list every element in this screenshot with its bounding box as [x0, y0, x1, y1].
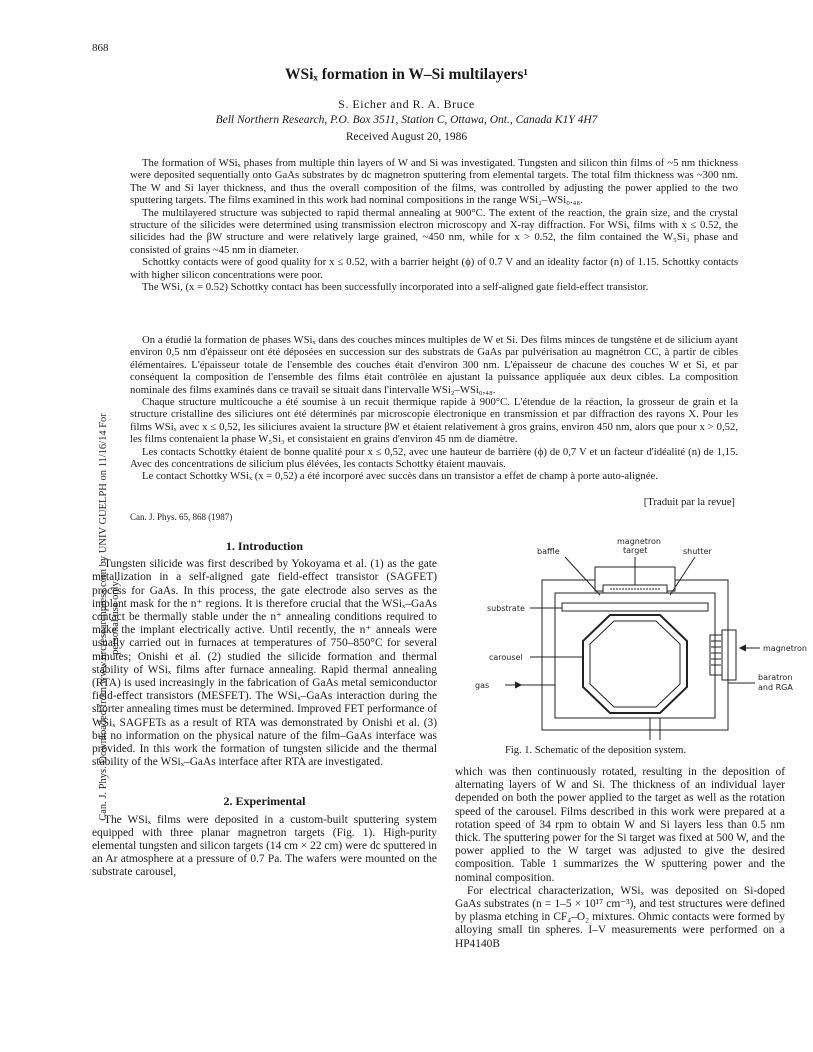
- authors: S. Eicher and R. A. Bruce: [338, 97, 475, 111]
- abstract-french: [130, 334, 738, 483]
- label-baratron-2: and RGA: [758, 683, 793, 692]
- received-date: Received August 20, 1986: [345, 131, 468, 143]
- carousel-octagon: [583, 615, 687, 713]
- label-magnetron-target-2: target: [623, 546, 648, 555]
- download-watermark: Can. J. Phys. Downloaded from www.nrcresearchpress.com by UNIV GUELPH on 11/16/14 For personal use only.: [98, 413, 121, 821]
- right-column-paragraph: For electrical characterization, WSiₓ was deposited on Si-doped GaAs substrates (n = 1–5 × 10¹⁷ cm⁻³), and test structures were defined by plasma etching in CF₄–O₂ mixtures. Ohmic contacts were formed by alloying small tin spheres. I–V measurements were performed on a HP4140B: [455, 884, 785, 950]
- label-magnetron-target-1: magnetron: [617, 537, 661, 546]
- label-carousel: carousel: [489, 653, 523, 662]
- right-column: [455, 766, 785, 951]
- right-column-paragraph: which was then continuously rotated, resulting in the deposition of alternating layers of W and Si. The thickness of an individual layer depended on both the power applied to the target as well as the rotation speed of the carousel. Films described in this work were prepared at a rotation speed of 34 rpm to obtain W and Si layers less than 0.5 nm thick. The sputtering power for the Si target was fixed at 500 W, and the power applied to the W target was adjusted to give the desired composition. Table 1 summarizes the W sputtering power and the nominal composition.: [455, 766, 785, 884]
- page-number: 868: [92, 42, 109, 54]
- figure-caption: Fig. 1. Schematic of the deposition system.: [505, 745, 687, 756]
- abstract-en-paragraph: The WSi, (x = 0.52) Schottky contact has been successfully incorporated into a self-aligned gate field-effect transistor.: [142, 281, 649, 294]
- label-substrate: substrate: [487, 604, 525, 613]
- introduction-paragraph: Tungsten silicide was first described by Yokoyama et al. (1) as the gate metallization in a self-aligned gate field-effect transistor (SAGFET) process for GaAs. In this process, the gate electrode also serves as the implant mask for the n⁺ regions. It is therefore crucial that the WSiₓ–GaAs contact be thermally stable under the n⁺ annealing conditions required to make the implant electrically active. Until recently, the n⁺ anneals were usually carried out in furnaces at temperatures of 750–850°C for several minutes; Onishi et al. (2) studied the silicide formation and thermal stability of WSiₓ films after furnace annealing. Rapid thermal annealing (RTA) is used increasingly in the fabrication of GaAs metal semiconductor field-effect transistors (MESFET). The WSiₓ–GaAs interaction during the shorter annealing times must be determined. Improved FET performance of WSiₓ SAGFETs as a result of RTA was demonstrated by Onishi et al. (3) but no information on the physical nature of the film–GaAs interface was provided. In this work the formation of tungsten silicide and the thermal stability of the WSiₓ–GaAs interface after RTA are investigated.: [92, 558, 437, 769]
- substrate-plate: [562, 603, 708, 611]
- abstract-en-paragraph: Schottky contacts were of good quality for x ≤ 0.52, with a barrier height (ϕ) of 0.7 V and an ideality factor (n) of 1.15. Schottky contacts with higher silicon concentrations were poor.: [130, 256, 738, 281]
- section-heading-introduction: 1. Introduction: [225, 539, 304, 553]
- label-baffle: baffle: [537, 547, 560, 556]
- abstract-en-paragraph: The multilayered structure was subjected to rapid thermal annealing at 900°C. The extent of the reaction, the grain size, and the crystal structure of the silicides were determined using transmission electron microscopy and X-ray diffraction. For WSiₓ films with x ≤ 0.52, the silicides had the βW structure and were relatively large grained, ~450 nm, while for x > 0.52, the film contained the W₅Si₃ phase and consisted of grains ~45 nm in diameter.: [130, 206, 738, 256]
- label-gas: gas: [475, 681, 490, 690]
- abstract-fr-paragraph: Le contact Schottky WSiₓ (x = 0,52) a été incorporé avec succès dans un transistor a effet de champ à porte auto-alignée.: [142, 470, 658, 483]
- paper-title: WSiₓ formation in W–Si multilayers¹: [284, 66, 529, 83]
- deposition-system-schematic: [455, 535, 807, 740]
- label-magnetron: magnetron: [763, 644, 807, 653]
- abstract-fr-paragraph: Chaque structure multicouche a été soumise à un recuit thermique rapide à 900°C. L'étendue de la réaction, la grosseur de grain et la structure cristalline des siliciures ont été déterminés par microscopie électronique en transmission et par diffraction des rayons X. Pour les films WSiₓ avec x ≤ 0,52, les siliciures avaient la structure βW et étaient relativement à gros grains, environ 450 nm, alors que pour x > 0,52, les films contenaient la phase W₅Si₃ et consistaient en grains d'environ 45 nm de diamètre.: [130, 396, 738, 446]
- section-heading-experimental: 2. Experimental: [223, 794, 306, 809]
- abstract-english: [130, 157, 738, 293]
- translator-note: [Traduit par la revue]: [643, 496, 735, 508]
- affiliation: Bell Northern Research, P.O. Box 3511, Station C, Ottawa, Ont., Canada K1Y 4H7: [215, 114, 598, 126]
- label-baratron-1: baratron: [758, 673, 793, 682]
- label-shutter: shutter: [683, 547, 712, 556]
- abstract-fr-paragraph: On a étudié la formation de phases WSiₓ dans des couches minces multiples de W et Si. Des films minces de tungstène et de silicium ayant environ 0,5 nm d'épaisseur ont été déposées en succession sur des substrats de GaAs par pulvérisation au magnétron CC, à partir de cibles élémentaires. L'épaisseur totale de l'ensemble des couches était d'environ 300 nm. L'épaisseur de chacune des couches W et Si, et par conséquent la composition de l'ensemble des films était contrôlée en ajustant la puissance appliquée aux deux cibles. La composition nominale des films examinés dans ce travail se situait dans l'intervalle WSi₂–WSi₀,₄₈.: [130, 334, 738, 396]
- abstract-fr-paragraph: Les contacts Schottky étaient de bonne qualité pour x ≤ 0,52, avec une hauteur de barrière (ϕ) de 0,7 V et un facteur d'idéalité (n) de 1,15. Avec des concentrations de silicium plus élévées, les contacts Schottky étaient mauvais.: [130, 445, 738, 471]
- abstract-en-paragraph: The formation of WSiₓ phases from multiple thin layers of W and Si was investigated. Tungsten and silicon thin films of ~5 nm thickness were deposited sequentially onto GaAs substrates by dc magnetron sputtering from elemental targets. The total film thickness was ~300 nm. The W and Si layer thickness, and thus the overall composition of the films, was controlled by adjusting the power applied to the two sputtering targets. The films examined in this work had nominal compositions in the range WSi₂–WSi₀.₄₈.: [130, 157, 738, 207]
- experimental-paragraph: The WSiₓ films were deposited in a custom-built sputtering system equipped with three planar magnetron targets (Fig. 1). High-purity elemental tungsten and silicon targets (14 cm × 22 cm) were dc sputtered in an Ar atmosphere at a pressure of 0.7 Pa. The wafers were mounted on the substrate carousel,: [92, 813, 437, 879]
- left-column: [92, 540, 437, 880]
- citation: Can. J. Phys. 65, 868 (1987): [130, 512, 233, 522]
